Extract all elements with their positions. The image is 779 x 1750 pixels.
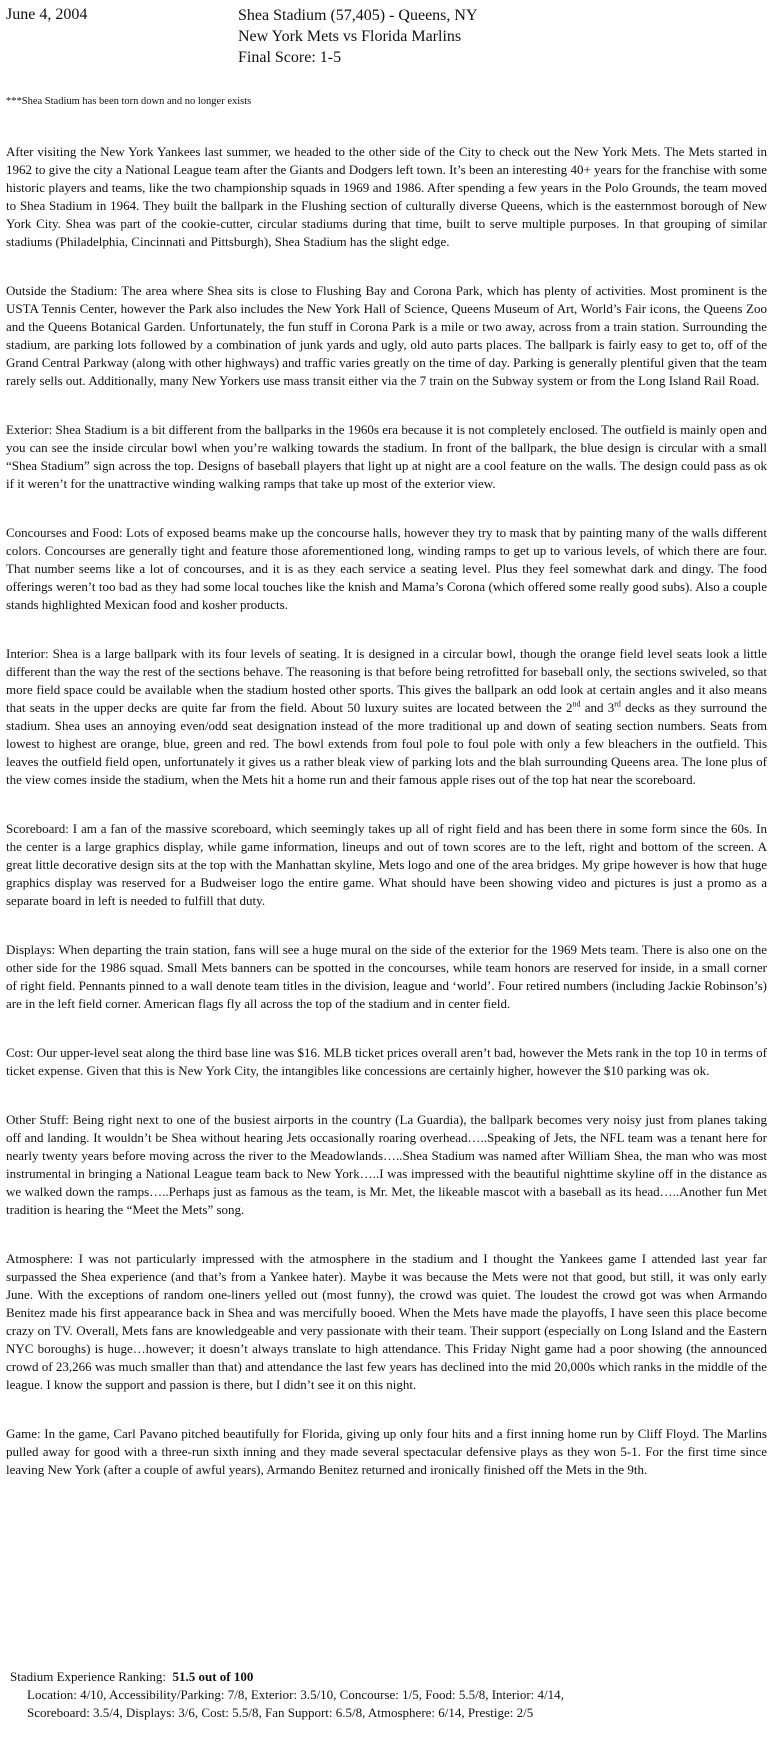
interior-text-a: Interior: Shea is a large ballpark with its four levels of seating. It is designed in a circular bowl, though the orange field level seats look a little different than the way the rest of the sections behave. The reasoning is that before being retrofitted for baseball only, the sections swiveled, so that more field space could be available when the stadium hosted other sports. This gives the ballpark an odd look at certain angles and it also means that seats in the upper decks are quite far from the field. About 50 luxury suites are located between the 2 (6, 646, 767, 715)
atmosphere-paragraph: Atmosphere: I was not particularly impressed with the atmosphere in the stadium and I thought the Yankees game I attended last year far surpassed the Shea experience (and that’s from a Yankee hater). Maybe it was because the Mets were not that good, but still, it was only early June. With the exceptions of random one-liners yelled out (most funny), the crowd was quiet. The loudest the crowd got was when Armando Benitez made his first appearance back in Shea and was mercifully booed. When the Mets have made the playoffs, I have seen this place become crazy on TV. Overall, Mets fans are knowledgeable and very passionate with their team. Their support (especially on Long Island and the Eastern NYC boroughs) is huge…however; it doesn’t always translate to high attendance. This Friday Night game had a poor showing (the announced crowd of 23,266 was much smaller than that) and attendance the last few years has declined into the mid 20,000s which ranks in the middle of the league. I know the support and passion is there, but I didn’t see it on this night. (6, 1251, 767, 1392)
other-stuff-paragraph: Other Stuff: Being right next to one of the busiest airports in the country (La Guardia), the ballpark becomes very noisy just from planes taking off and landing. It wouldn’t be Shea without hearing Jets occasionally roaring overhead…..Speaking of Jets, the NFL team was a tenant here for nearly twenty years before moving across the river to the Meadowlands…..Shea Stadium was named after William Shea, the man who was most instrumental in bringing a National League team back to New York…..I was impressed with the beautiful nighttime skyline off in the distance as we walked down the ramps…..Perhaps just as famous as the team, is Mr. Met, the likeable mascot with a baseball as its head…..Another fun Met tradition is hearing the “Meet the Mets” song. (6, 1112, 767, 1217)
superscript-rd: rd (614, 699, 621, 709)
interior-text-c: decks as they surround the stadium. Shea uses an annoying even/odd seat designation instead of the more traditional up and down of seating section numbers. Seats from lowest to highest are orange, blue, green and red. The bowl extends from foul pole to foul pole with only a few bleachers in the outfield. This leaves the outfield field open, unfortunately it gives us a rather bleak view of parking lots and the blah surrounding Queens area. The lone plus of the view comes inside the stadium, when the Mets hit a home run and their famous apple rises out of the top hat near the scoreboard. (6, 700, 767, 787)
ranking-heading (10, 1668, 564, 1686)
ranking-breakdown-line-2: Scoreboard: 3.5/4, Displays: 3/6, Cost: 5.5/8, Fan Support: 6.5/8, Atmosphere: 6/14, Prestige: 2/5 (27, 1705, 534, 1720)
review-date: June 4, 2004 (6, 6, 88, 23)
exterior-paragraph: Exterior: Shea Stadium is a bit different from the ballparks in the 1960s era because it is not completely enclosed. The outfield is mainly open and you can see the inside circular bowl when you’re walking towards the stadium. In front of the ballpark, the blue design is circular with a small “Shea Stadium” sign across the top. Designs of baseball players that light up at night are a cool feature on the walls. The design could pass as ok if it weren’t for the unattractive winding walking ramps that take up most of the exterior view. (6, 422, 767, 491)
interior-text-b: and 3 (580, 700, 615, 715)
scoreboard-paragraph: Scoreboard: I am a fan of the massive scoreboard, which seemingly takes up all of right field and has been there in some form since the 60s. In the center is a large graphics display, while game information, lineups and out of town scores are to the left, right and bottom of the screen. A great little decorative design sits at the top with the Manhattan skyline, Mets logo and one of the area bridges. My gripe however is how that huge graphics display was reserved for a Budweiser logo the entire game. What should have been showing video and pictures is just a promo as a separate board in left is needed to fulfill that duty. (6, 821, 767, 908)
interior-paragraph (6, 645, 767, 789)
superscript-nd: nd (572, 699, 581, 709)
venue-title: Shea Stadium (57,405) - Queens, NY (238, 7, 478, 24)
game-header (238, 5, 478, 68)
ranking-score: 51.5 out of 100 (172, 1669, 254, 1684)
outside-paragraph: Outside the Stadium: The area where Shea sits is close to Flushing Bay and Corona Park, which has plenty of activities. Most prominent is the USTA Tennis Center, however the Park also includes the New York Hall of Science, Queens Museum of Art, World’s Fair icons, the Queens Zoo and the Queens Botanical Garden. Unfortunately, the fun stuff in Corona Park is a mile or two away, across from a train station. Surrounding the stadium, are parking lots followed by a combination of junk yards and ugly, old auto parts places. The ballpark is fairly easy to get to, off of the Grand Central Parkway (along with other highways) and traffic varies greatly on the time of day. Parking is generally plentiful given that the team rarely sells out. Additionally, many New Yorkers use mass transit either via the 7 train on the Subway system or from the Long Island Rail Road. (6, 283, 767, 388)
ranking-breakdown-line-1: Location: 4/10, Accessibility/Parking: 7/8, Exterior: 3.5/10, Concourse: 1/5, Food: 5.5/8, Interior: 4/14, (27, 1687, 564, 1702)
demolition-note: ***Shea Stadium has been torn down and no longer exists (6, 96, 252, 107)
concourses-paragraph: Concourses and Food: Lots of exposed beams make up the concourse halls, however they try to mask that by painting many of the walls different colors. Concourses are generally tight and feature those aforementioned long, winding ramps to get up to various levels, of which there are four. That number seems like a lot of concourses, and it is as they each service a seating level. Plus they feel somewhat dark and dingy. The food offerings weren’t too bad as they had some local touches like the knish and Mama’s Corona (which offered some really good subs). Also a couple stands highlighted Mexican food and kosher products. (6, 525, 767, 612)
ranking-label: Stadium Experience Ranking: (10, 1669, 166, 1684)
final-score: Final Score: 1-5 (238, 49, 342, 66)
review-article (6, 143, 767, 1510)
game-paragraph: Game: In the game, Carl Pavano pitched beautifully for Florida, giving up only four hits and a first inning home run by Cliff Floyd. The Marlins pulled away for good with a three-run sixth inning and they made several spectacular defensive plays as they won 5-1. For the first time since leaving New York (after a couple of awful years), Armando Benitez returned and ironically finished off the Mets in the 9th. (6, 1426, 767, 1477)
intro-paragraph: After visiting the New York Yankees last summer, we headed to the other side of the City to check out the New York Mets. The Mets started in 1962 to give the city a National League team after the Giants and Dodgers left town. It’s been an interesting 40+ years for the franchise with some historic players and teams, like the two championship squads in 1969 and 1986. After spending a few years in the Polo Grounds, the team moved to Shea Stadium in 1964. They built the ballpark in the Flushing section of culturally diverse Queens, which is the easternmost borough of New York City. Shea was part of the cookie-cutter, circular stadiums during that time, built to serve multiple purposes. In that grouping of similar stadiums (Philadelphia, Cincinnati and Pittsburgh), Shea Stadium has the slight edge. (6, 144, 767, 249)
displays-paragraph: Displays: When departing the train station, fans will see a huge mural on the side of the exterior for the 1969 Mets team. There is also one on the other side for the 1986 squad. Small Mets banners can be spotted in the concourses, while team honors are reserved for inside, in a small corner of right field. Pennants pinned to a wall denote team titles in the division, league and ‘world’. Four retired numbers (including Jackie Robinson’s) are in the left field corner. American flags fly all across the top of the stadium and in center field. (6, 942, 767, 1011)
cost-paragraph: Cost: Our upper-level seat along the third base line was $16. MLB ticket prices overall aren’t bad, however the Mets rank in the top 10 in terms of ticket expense. Given that this is New York City, the intangibles like concessions are certainly higher, however the $10 parking was ok. (6, 1045, 767, 1078)
matchup-title: New York Mets vs Florida Marlins (238, 28, 462, 45)
stadium-ranking (10, 1668, 564, 1722)
